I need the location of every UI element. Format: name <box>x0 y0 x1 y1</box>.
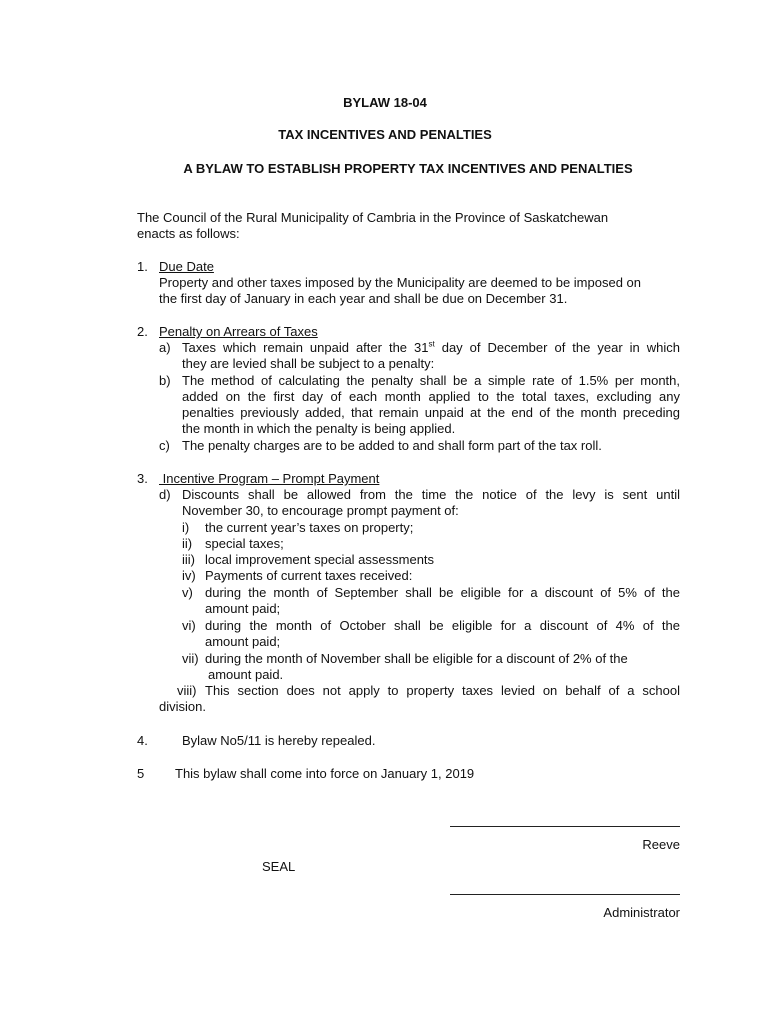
bylaw-subtitle-heading: TAX INCENTIVES AND PENALTIES <box>278 127 492 142</box>
clause-d-marker: d) <box>159 487 171 502</box>
section-2-number: 2. <box>137 324 148 339</box>
section-5-number: 5 <box>137 766 145 781</box>
item-v-marker: v) <box>182 585 193 600</box>
item-iv-marker: iv) <box>182 568 196 583</box>
item-i-marker: i) <box>182 520 190 535</box>
item-vi-line-2: amount paid; <box>205 634 281 649</box>
intro-line-2: enacts as follows: <box>137 226 240 241</box>
section-4-text: Bylaw No5/11 is hereby repealed. <box>182 733 376 748</box>
item-viii-line-1: This section does not apply to property taxes levied on behalf of a school <box>205 683 680 698</box>
section-1-heading: Due Date <box>159 259 214 274</box>
bylaw-number-heading: BYLAW 18-04 <box>343 95 427 110</box>
item-vi-marker: vi) <box>182 618 196 633</box>
clause-d-line-1: Discounts shall be allowed from the time the notice of the levy is sent until <box>182 487 680 502</box>
clause-a-line-1: Taxes which remain unpaid after the 31st day of December of the year in which <box>182 339 680 355</box>
seal-label: SEAL <box>262 859 296 874</box>
item-ii-marker: ii) <box>182 536 193 551</box>
clause-a-line-2: they are levied shall be subject to a penalty: <box>182 356 435 371</box>
clause-b-line-2: added on the first day of each month applied to the total taxes, excluding any <box>182 389 680 404</box>
item-v-line-1: during the month of September shall be eligible for a discount of 5% of the <box>205 585 680 600</box>
item-ii-text: special taxes; <box>205 536 284 551</box>
clause-b-line-3: penalties previously added, that remain unpaid at the end of the month preceding <box>182 405 680 420</box>
clause-b-marker: b) <box>159 373 171 388</box>
reeve-signature-line <box>450 826 680 827</box>
section-2-heading: Penalty on Arrears of Taxes <box>159 324 318 339</box>
clause-b-line-4: the month in which the penalty is being applied. <box>182 421 456 436</box>
intro-line-1: The Council of the Rural Municipality of Cambria in the Province of Saskatchewan <box>137 210 609 225</box>
item-vii-line-2: amount paid. <box>208 667 284 682</box>
item-viii-line-2: division. <box>159 699 206 714</box>
section-1-line-1: Property and other taxes imposed by the Municipality are deemed to be imposed on <box>159 275 641 290</box>
clause-a-marker: a) <box>159 340 171 355</box>
item-v-line-2: amount paid; <box>205 601 281 616</box>
reeve-label: Reeve <box>642 837 680 852</box>
clause-c-line-1: The penalty charges are to be added to and shall form part of the tax roll. <box>182 438 602 453</box>
administrator-label: Administrator <box>603 905 680 920</box>
item-iv-text: Payments of current taxes received: <box>205 568 413 583</box>
item-iii-text: local improvement special assessments <box>205 552 435 567</box>
item-viii-marker: viii) <box>177 683 197 698</box>
section-1-number: 1. <box>137 259 148 274</box>
clause-c-marker: c) <box>159 438 170 453</box>
section-1-line-2: the first day of January in each year and shall be due on December 31. <box>159 291 568 306</box>
clause-d-line-2: November 30, to encourage prompt payment of: <box>182 503 459 518</box>
item-iii-marker: iii) <box>182 552 195 567</box>
section-4-number: 4. <box>137 733 148 748</box>
section-3-number: 3. <box>137 471 148 486</box>
bylaw-purpose-heading: A BYLAW TO ESTABLISH PROPERTY TAX INCENTIVES AND PENALTIES <box>183 161 633 176</box>
section-5-text: This bylaw shall come into force on January 1, 2019 <box>175 766 475 781</box>
section-3-heading: Incentive Program – Prompt Payment <box>159 471 380 486</box>
item-vi-line-1: during the month of October shall be eligible for a discount of 4% of the <box>205 618 680 633</box>
clause-b-line-1: The method of calculating the penalty shall be a simple rate of 1.5% per month, <box>182 373 680 388</box>
administrator-signature-line <box>450 894 680 895</box>
item-vii-line-1: during the month of November shall be eligible for a discount of 2% of the <box>205 651 628 666</box>
item-i-text: the current year’s taxes on property; <box>205 520 414 535</box>
item-vii-marker: vii) <box>182 651 199 666</box>
